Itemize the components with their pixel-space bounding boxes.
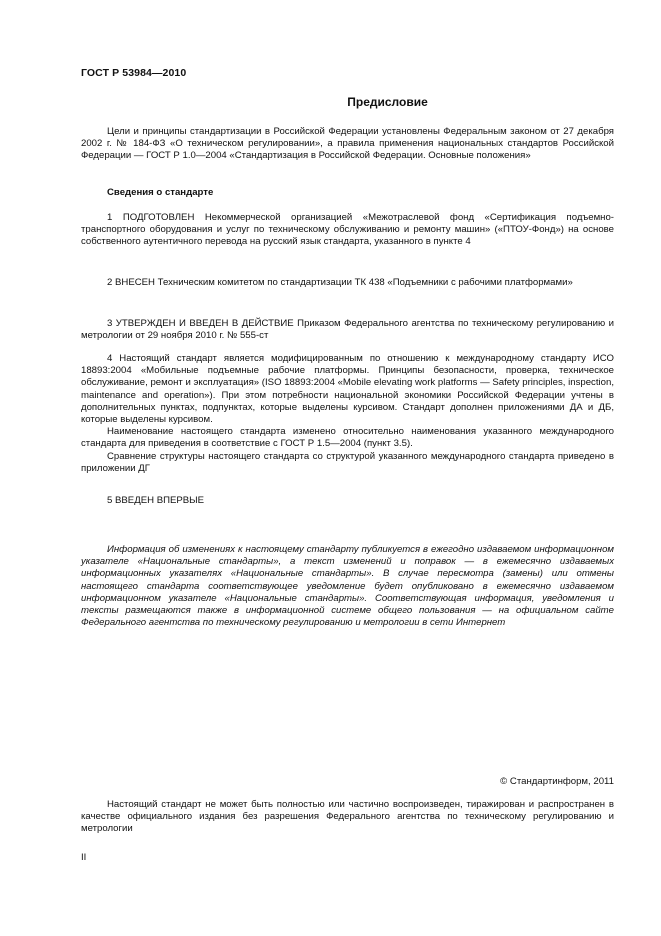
- item-1-paragraph: 1 ПОДГОТОВЛЕН Некоммерческой организацией «Межотраслевой фонд «Сертификация подъемно-транспортного оборудования и услуг по техническому обслуживанию и ремонту машин» («ПТОУ-Фонд») на основе собственного аутентичного перевода на русский язык стандарта, указанного в пункте 4: [81, 212, 614, 248]
- reproduction-notice-paragraph: Настоящий стандарт не может быть полностью или частично воспроизведен, тиражирован и распространен в качестве официального издания без разрешения Федерального агентства по техническому регулированию и метрологии: [81, 799, 614, 835]
- page-title: Предисловие: [347, 95, 428, 109]
- item-3-paragraph: 3 УТВЕРЖДЕН И ВВЕДЕН В ДЕЙСТВИЕ Приказом Федерального агентства по техническому регулированию и метрологии от 29 ноября 2010 г. № 555-ст: [81, 318, 614, 342]
- item-2-paragraph: 2 ВНЕСЕН Техническим комитетом по стандартизации ТК 438 «Подъемники с рабочими платформами»: [107, 277, 573, 288]
- item-2-block: [81, 277, 614, 289]
- item-3-block: [81, 318, 614, 342]
- item-4-block: [81, 353, 614, 475]
- subheading-block: [81, 187, 614, 199]
- copyright-text: © Стандартинформ, 2011: [500, 776, 614, 787]
- notice-paragraph: Информация об изменениях к настоящему стандарту публикуется в ежегодно издаваемом информационном указателе «Национальные стандарты», а текст изменений и поправок — в ежемесячно издаваемых информационных указателях «Национальные стандарты». В случае пересмотра (замены) или отмены настоящего стандарта соответствующее уведомление будет опубликовано в ежемесячно издаваемом информационном указателе «Национальные стандарты». Соответствующая информация, уведомления и тексты размещаются также в информационной системе общего пользования — на официальном сайте Федерального агентства по техническому регулированию и метрологии в сети Интернет: [81, 544, 614, 629]
- item-4-paragraph-2: Наименование настоящего стандарта изменено относительно наименования указанного международного стандарта для приведения в соответствие с ГОСТ Р 1.5—2004 (пункт 3.5).: [81, 426, 614, 450]
- standard-info-subheading: Сведения о стандарте: [107, 187, 214, 198]
- item-4-paragraph-3: Сравнение структуры настоящего стандарта со структурой указанного международного стандарта приведено в приложении ДГ: [81, 450, 614, 474]
- page-title-wrapper: [81, 95, 614, 109]
- intro-paragraph: Цели и принципы стандартизации в Российской Федерации установлены Федеральным законом от 27 декабря 2002 г. № 184-ФЗ «О техническом регулировании», а правила применения национальных стандартов Российской Федерации — ГОСТ Р 1.0—2004 «Стандартизация в Российской Федерации. Основные положения»: [81, 126, 614, 162]
- page-number: II: [81, 852, 87, 863]
- notice-block: [81, 544, 614, 629]
- item-5-block: [81, 495, 614, 507]
- standard-code-header: ГОСТ Р 53984—2010: [81, 67, 187, 79]
- intro-block: [81, 126, 614, 163]
- item-4-paragraph-1: 4 Настоящий стандарт является модифицированным по отношению к международному стандарту ИСО 18893:2004 «Мобильные подъемные рабочие платформы. Принципы безопасности, проверка, техническое обслуживание, ремонт и эксплуатация» (ISO 18893:2004 «Mobile elevating work platforms — Safety principles, inspection, maintenance and operation»). При этом потребности национальной экономики Российской Федерации учтены в дополнительных пунктах, подпунктах, которые выделены курсивом. Стандарт дополнен приложениями ДА и ДБ, которые выделены курсивом.: [81, 353, 614, 426]
- item-5-paragraph: 5 ВВЕДЕН ВПЕРВЫЕ: [107, 495, 205, 506]
- copyright-block: [81, 776, 614, 788]
- reproduction-notice-block: [81, 799, 614, 836]
- item-1-block: [81, 212, 614, 249]
